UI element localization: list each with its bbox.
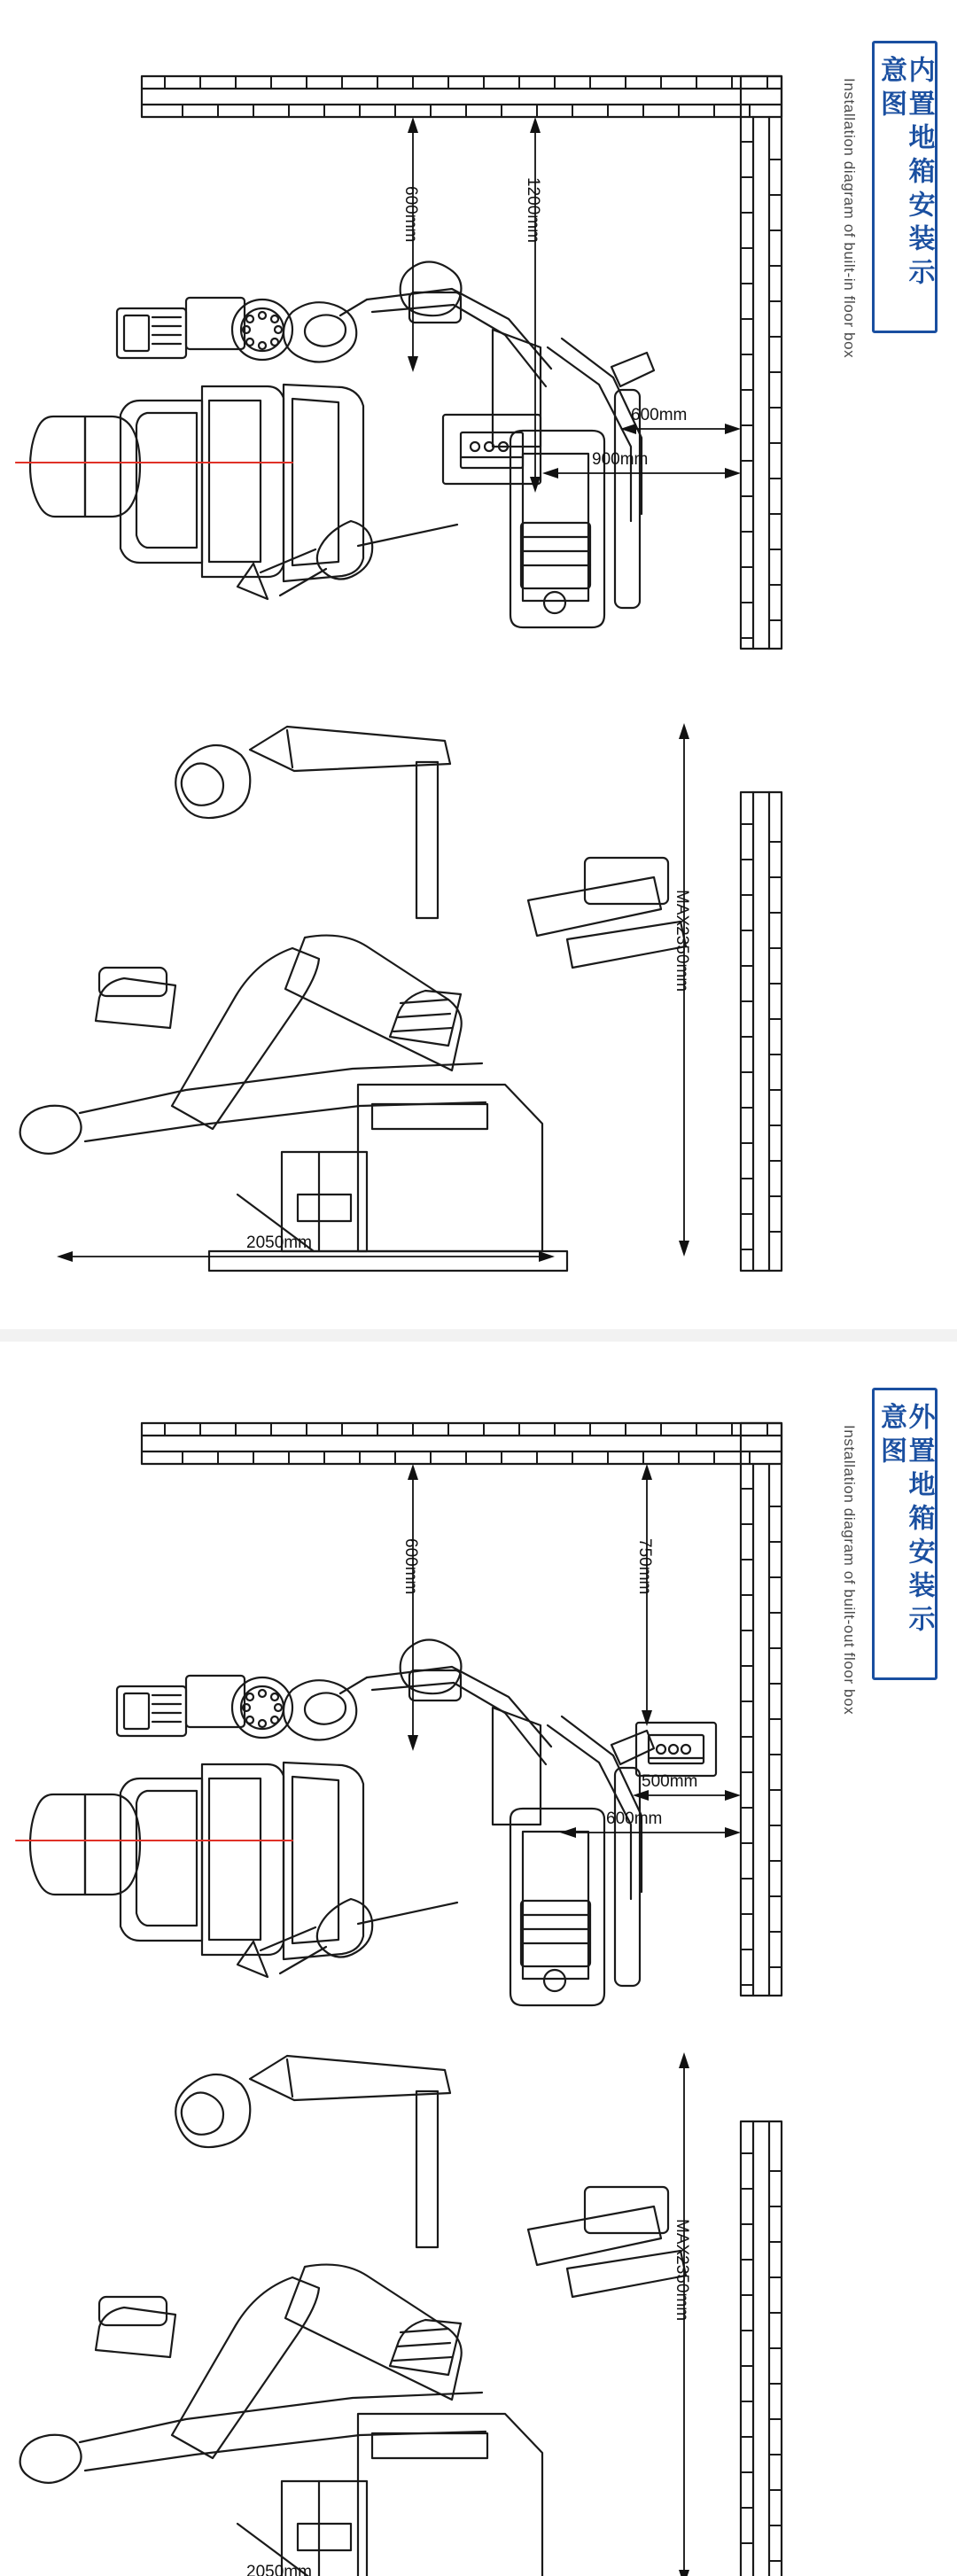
side-wall-right [741, 792, 782, 1271]
section-title-cn: 内置地箱安装示意图 [876, 56, 934, 292]
side-light-arm [250, 727, 450, 771]
assistant-control-panel-2 [521, 1901, 590, 1966]
side-chair-topline [80, 1063, 482, 1113]
side-chair-topline-2 [80, 2393, 482, 2442]
side-floor-plate [209, 1251, 567, 1271]
dim-label-600-horizontal-2: 600mm [606, 1809, 663, 1828]
dental-unit-side-view-2 [20, 2056, 782, 2576]
wall-top-2 [142, 1423, 782, 1464]
legrest-2 [284, 1763, 363, 1959]
dimension-lines-top-view [408, 117, 741, 493]
backrest-pad [136, 413, 197, 548]
side-cuspidor [390, 991, 461, 1046]
wall-right [741, 76, 782, 649]
legrest [284, 385, 363, 581]
side-base-column-2 [282, 2481, 367, 2576]
side-wall-right-2 [741, 2121, 782, 2576]
section-title-en: Installation diagram of built-in floor box [841, 78, 858, 359]
dim-label-900-horizontal: 900mm [592, 450, 649, 469]
dim-label-length-2: 2050mm [246, 2563, 312, 2576]
dim-label-500-horizontal: 500mm [642, 1772, 698, 1791]
headrest-outline-2 [30, 1794, 85, 1895]
dimension-lines-side-view [57, 723, 689, 1262]
seat-body [202, 386, 284, 577]
headrest-outline [30, 416, 85, 517]
dim-label-max-height: MAX2350mm [673, 890, 691, 992]
side-headrest [20, 1106, 82, 1154]
light-post-2 [416, 2091, 438, 2247]
section-divider [0, 1329, 957, 1342]
legrest-pad [292, 399, 338, 565]
dim-label-length: 2050mm [246, 1234, 312, 1252]
dental-unit-side-view [20, 727, 782, 1271]
side-base-body [358, 1085, 542, 1251]
seat-body-2 [202, 1764, 284, 1955]
dim-label-600-vertical-2: 600mm [401, 1538, 420, 1595]
dental-unit-top-view [30, 261, 654, 627]
head-support-2 [85, 1794, 140, 1895]
backrest-outline [121, 401, 202, 563]
assistant-control-panel [521, 523, 590, 588]
light-arm-lower [372, 305, 546, 386]
foot-control-2 [544, 1970, 565, 1991]
foot-control [544, 592, 565, 613]
arm-elbow [611, 353, 654, 386]
dim-label-max-height-2: MAX2350mm [673, 2219, 691, 2322]
instrument-tray [186, 298, 245, 349]
dim-label-750-vertical: 750mm [635, 1538, 654, 1595]
wall-right-2 [741, 1423, 782, 1996]
backrest-outline-2 [121, 1778, 202, 1941]
side-headrest-2 [20, 2435, 82, 2483]
side-armrest-2 [96, 2308, 175, 2357]
wall-top [142, 76, 782, 117]
instrument-tray-2 [186, 1676, 245, 1727]
side-backrest-2 [172, 2277, 319, 2458]
section-title-cn-2: 外置地箱安装示意图 [876, 1403, 934, 1638]
section-title-en-2: Installation diagram of built-out floor box [841, 1425, 858, 1716]
side-base-body-2 [358, 2414, 542, 2576]
side-backrest [172, 948, 319, 1129]
side-light-head-2 [175, 2074, 250, 2147]
dim-label-600-horizontal: 600mm [631, 406, 688, 424]
section-built-out [0, 1365, 957, 2576]
side-light-head [175, 745, 250, 818]
light-post [416, 762, 438, 918]
seat-pad [209, 401, 261, 562]
doctor-panel-keys [124, 315, 149, 351]
head-support [85, 416, 140, 517]
drawing-built-out [0, 1365, 957, 2576]
dimension-lines-side-view-2 [57, 2052, 689, 2576]
dim-label-1200-vertical: 1200mm [524, 177, 542, 243]
side-cuspidor-2 [390, 2320, 461, 2375]
side-light-arm-2 [250, 2056, 450, 2100]
dim-label-600-vertical: 600mm [401, 186, 420, 243]
side-armrest [96, 978, 175, 1028]
